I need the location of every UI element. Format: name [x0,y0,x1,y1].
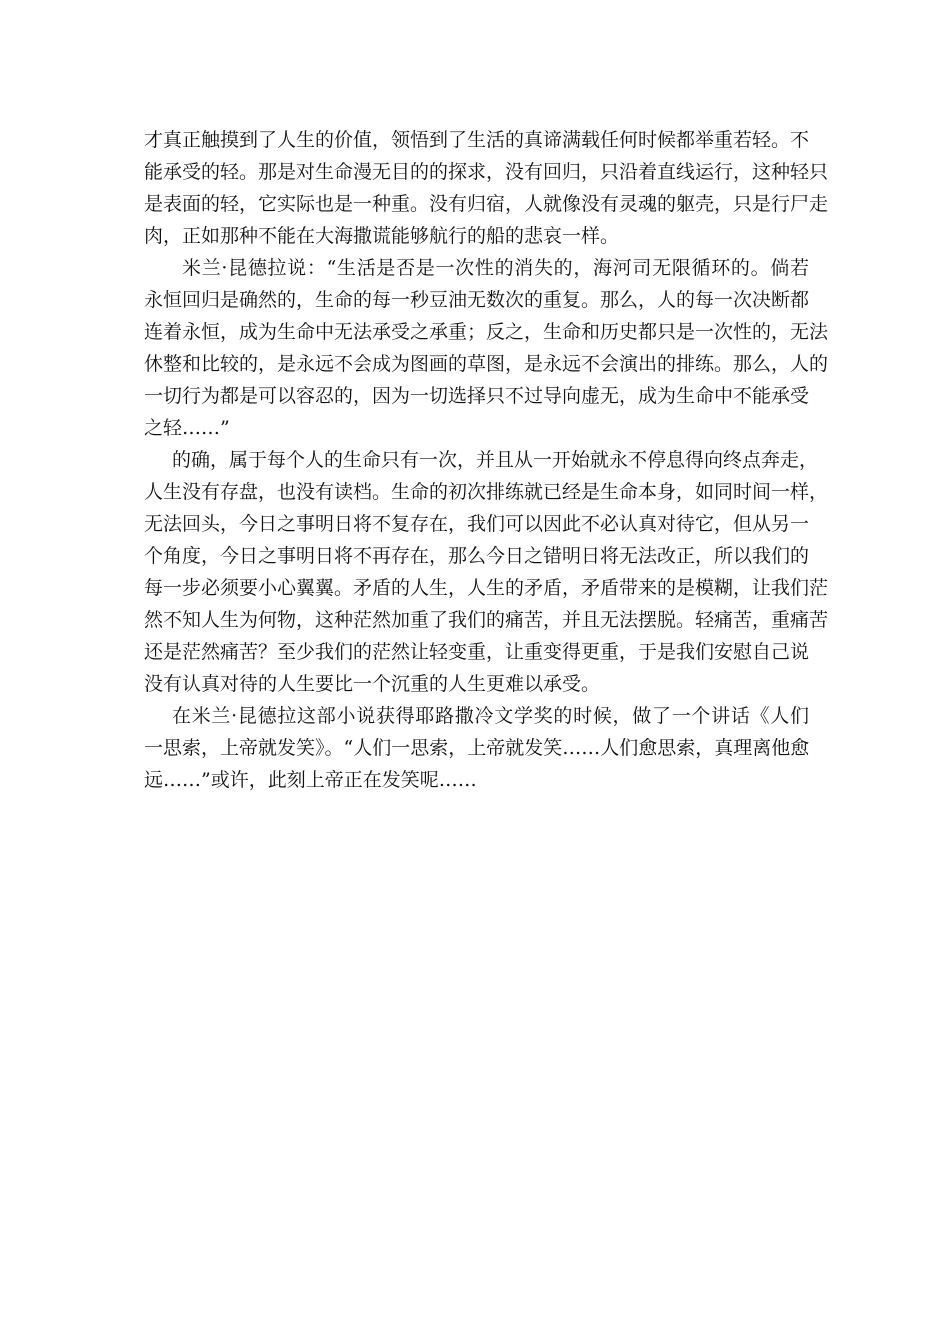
text-line: 人生没有存盘，也没有读档。生命的初次排练就已经是生命本身，如同时间一样， [144,481,829,503]
text-line: 是表面的轻，它实际也是一种重。没有归宿，人就像没有灵魂的躯壳，只是行尸走 [144,193,829,215]
text-line: 无法回头，今日之事明日将不复存在，我们可以因此不必认真对待它，但从另一 [144,513,810,535]
text-line: 然不知人生为何物，这种茫然加重了我们的痛苦，并且无法摆脱。轻痛苦，重痛苦 [144,609,829,631]
text-line: 还是茫然痛苦？至少我们的茫然让轻变重，让重变得更重，于是我们安慰自己说 [144,641,810,663]
paragraph-4 [144,700,809,796]
paragraph-3 [144,444,829,700]
text-line: 一切行为都是可以容忍的，因为一切选择只不过导向虚无，成为生命中不能承受 [144,385,810,407]
text-line: 才真正触摸到了人生的价值，领悟到了生活的真谛满载任何时候都举重若轻。不 [144,129,810,151]
text-line: 每一步必须要小心翼翼。矛盾的人生，人生的矛盾，矛盾带来的是模糊，让我们茫 [144,577,829,599]
text-line: 能承受的轻。那是对生命漫无目的的探求，没有回归，只沿着直线运行，这种轻只 [144,161,829,183]
text-line: 的确，属于每个人的生命只有一次，并且从一开始就永不停息得向终点奔走， [172,449,819,471]
text-line: 远……”或许，此刻上帝正在发笑呢…… [144,769,477,791]
text-line: 休整和比较的，是永远不会成为图画的草图，是永远不会演出的排练。那么，人的 [144,353,829,375]
paragraph-1 [144,124,829,252]
text-line: 连着永恒，成为生命中无法承受之承重；反之，生命和历史都只是一次性的，无法 [144,321,829,343]
text-line: 米兰·昆德拉说：“生活是否是一次性的消失的，海河司无限循环的。倘若 [182,257,809,279]
text-line: 肉，正如那种不能在大海撒谎能够航行的船的悲哀一样。 [144,225,620,247]
text-line: 永恒回归是确然的，生命的每一秒豆油无数次的重复。那么，人的每一次决断都 [144,289,810,311]
document-body [144,124,829,796]
paragraph-2 [144,252,829,444]
text-line: 个角度，今日之事明日将不再存在，那么今日之错明日将无法改正，所以我们的 [144,545,810,567]
text-line: 一思索，上帝就发笑》。“人们一思索，上帝就发笑……人们愈思索，真理离他愈 [144,737,810,759]
text-line: 在米兰·昆德拉这部小说获得耶路撒冷文学奖的时候，做了一个讲话《人们 [172,705,809,727]
text-line: 没有认真对待的人生要比一个沉重的人生更难以承受。 [144,673,601,695]
text-line: 之轻……” [144,417,230,439]
